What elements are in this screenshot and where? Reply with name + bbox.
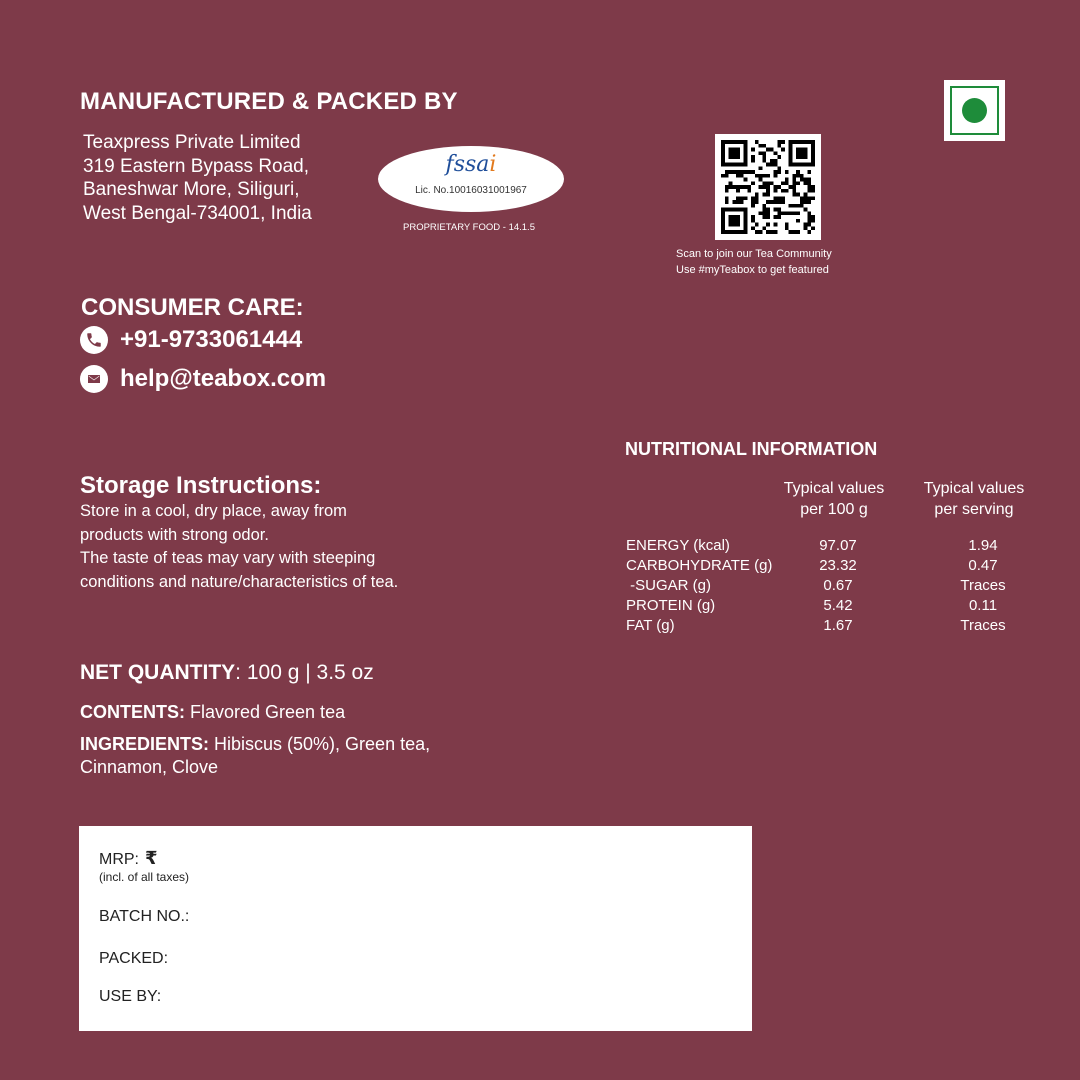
table-row: PROTEIN (g) 5.42 0.11 [626,597,998,614]
fssai-badge [378,146,564,212]
storage-line: products with strong odor. [80,525,269,544]
address-line: West Bengal-734001, India [83,202,312,224]
mrp-label: MRP: ₹ [99,848,158,868]
ingredients: INGREDIENTS: Hibiscus (50%), Green tea, Cinnamon, Clove [80,734,431,777]
storage-line: Store in a cool, dry place, away from [80,502,347,520]
table-row: FAT (g) 1.67 Traces [626,617,1006,634]
manufacturer-heading: MANUFACTURED & PACKED BY [80,88,458,115]
consumer-care-phone[interactable] [80,326,302,354]
storage-note: The taste of teas may vary with steeping [80,549,376,567]
table-row: CARBOHYDRATE (g) 23.32 0.47 [626,557,998,574]
nutrition-heading: NUTRITIONAL INFORMATION [625,439,878,459]
phone-icon [80,326,108,354]
qr-caption-line: Scan to join our Tea Community [676,248,832,260]
mail-icon [80,365,108,393]
qr-caption-line: Use #myTeabox to get featured [676,264,829,276]
manufacturer-address [83,131,312,225]
contents: CONTENTS: Flavored Green tea [80,702,346,722]
address-line: Teaxpress Private Limited [83,132,301,153]
address-line: 319 Eastern Bypass Road, [83,155,310,177]
phone-number[interactable]: +91-9733061444 [120,326,303,353]
table-row: ENERGY (kcal) 97.07 1.94 [626,537,998,554]
net-quantity: NET QUANTITY: 100 g | 3.5 oz [80,661,374,684]
price-label-box [79,826,752,1031]
qr-caption [676,246,832,278]
email-address[interactable]: help@teabox.com [120,365,327,392]
packed-label: PACKED: [99,950,169,967]
storage-heading: Storage Instructions: [80,472,322,499]
consumer-care-heading: CONSUMER CARE: [81,294,304,321]
storage-note: conditions and nature/characteristics of tea. [80,572,399,591]
table-row: -SUGAR (g) 0.67 Traces [626,577,1006,594]
nutrition-column-header-per100: Typical values per 100 g [783,480,885,518]
food-category: PROPRIETARY FOOD - 14.1.5 [403,222,535,233]
use-by-label: USE BY: [99,988,162,1005]
qr-code[interactable] [715,134,821,240]
nutrition-table [626,536,1064,636]
mrp-note: (incl. of all taxes) [99,870,190,884]
nutrition-column-header-serving: Typical values per serving [923,480,1025,518]
storage-instructions [80,500,480,594]
address-line: Baneshwar More, Siliguri, [83,179,300,200]
qr-code-icon [721,140,815,234]
rupee-icon: ₹ [145,848,158,868]
veg-mark-icon [944,80,1005,141]
batch-label: BATCH NO.: [99,908,190,925]
fssai-logo: fssai [445,152,497,177]
fssai-license: Lic. No.10016031001967 [415,185,527,196]
consumer-care-email[interactable] [80,365,326,393]
